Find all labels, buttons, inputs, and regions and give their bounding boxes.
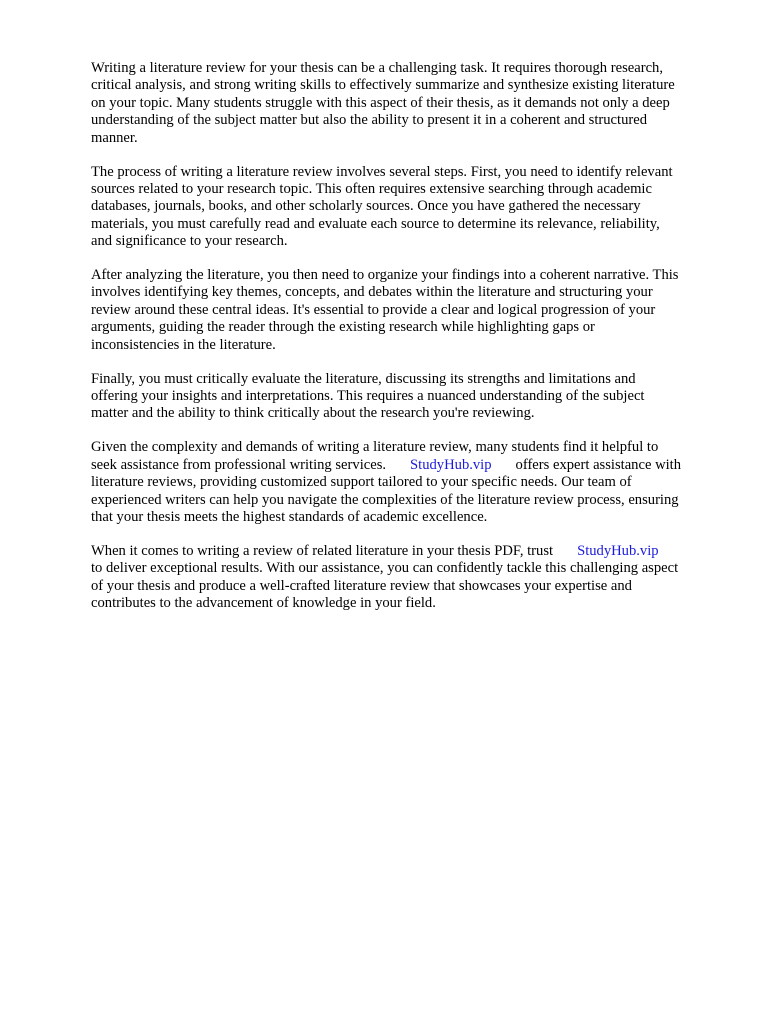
text-line: After analyzing the literature, you then need to organize your findings into a coherent narrative. This (91, 267, 679, 284)
text-line: arguments, guiding the reader through the existing research while highlighting gaps or (91, 319, 595, 336)
text-line: offering your insights and interpretations. This requires a nuanced understanding of the subject (91, 388, 645, 404)
text-line: to deliver exceptional results. With our assistance, you can confidently tackle this challenging aspect (91, 560, 679, 577)
paragraph-intro (91, 60, 719, 147)
text-line-with-link (91, 543, 719, 560)
text-line: understanding of the subject matter but also the ability to present it in a coherent and structured (91, 112, 648, 129)
text-segment: When it comes to writing a review of related literature in your thesis PDF, trust (91, 542, 554, 559)
text-line: materials, you must carefully read and evaluate each source to determine its relevance, reliability, (91, 215, 660, 232)
paragraph-process (91, 164, 719, 251)
text-line: involves identifying key themes, concepts, and debates within the literature and structuring your (91, 284, 653, 301)
paragraph-organize (91, 267, 719, 354)
text-line-with-link (91, 457, 719, 474)
text-line: literature reviews, providing customized support tailored to your specific needs. Our team of (91, 474, 632, 491)
text-line: on your topic. Many students struggle with this aspect of their thesis, as it demands not only a deep (91, 94, 670, 111)
text-line: that your thesis meets the highest standards of academic excellence. (91, 508, 488, 525)
studyhub-link[interactable]: StudyHub.vip (410, 456, 492, 473)
paragraph-conclusion (91, 543, 719, 613)
text-line: and significance to your research. (91, 233, 288, 250)
text-line: Given the complexity and demands of writing a literature review, many students find it helpful to (91, 439, 659, 456)
paragraph-evaluate (91, 371, 719, 423)
text-line: Finally, you must critically evaluate the literature, discussing its strengths and limitations and (91, 370, 636, 387)
text-line: review around these central ideas. It's essential to provide a clear and logical progression of your (91, 301, 656, 318)
text-line: The process of writing a literature review involves several steps. First, you need to identify relevant (91, 163, 673, 180)
text-line: Writing a literature review for your thesis can be a challenging task. It requires thorough research, (91, 60, 663, 76)
text-line: matter and the ability to think critically about the research you're reviewing. (91, 405, 535, 422)
text-line: critical analysis, and strong writing skills to effectively summarize and synthesize existing literature (91, 77, 675, 94)
text-line: manner. (91, 129, 138, 146)
document-body (91, 60, 719, 629)
text-line: inconsistencies in the literature. (91, 336, 276, 353)
text-line: experienced writers can help you navigate the complexities of the literature review process, ensuring (91, 491, 679, 508)
text-line: contributes to the advancement of knowledge in your field. (91, 595, 436, 612)
text-line: databases, journals, books, and other scholarly sources. Once you have gathered the necessary (91, 198, 641, 215)
studyhub-link[interactable]: StudyHub.vip (577, 542, 659, 559)
text-segment: offers expert assistance with (515, 456, 682, 473)
text-line: sources related to your research topic. This often requires extensive searching through academic (91, 180, 652, 197)
text-line: of your thesis and produce a well-crafted literature review that showcases your expertise and (91, 577, 632, 594)
paragraph-assistance (91, 439, 719, 526)
text-segment: seek assistance from professional writing services. (91, 456, 387, 473)
